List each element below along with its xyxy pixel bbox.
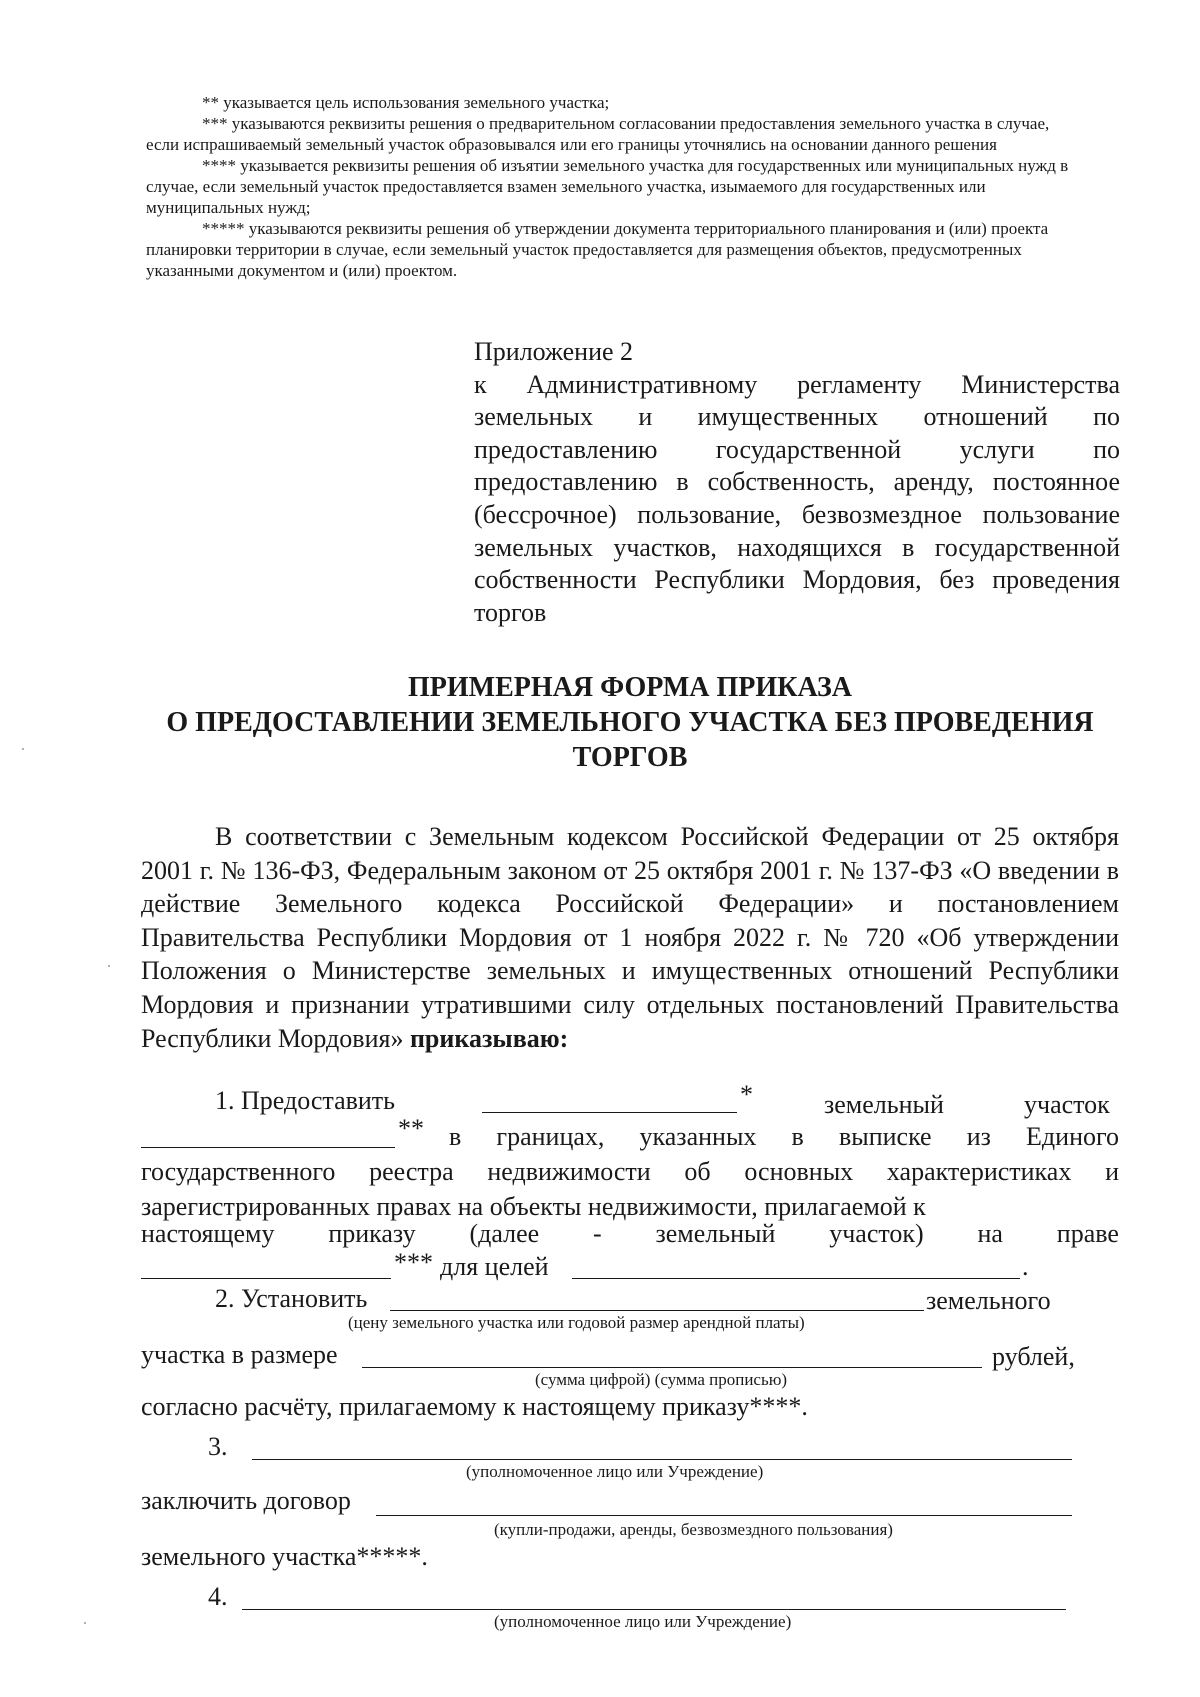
document-title: [140, 670, 1120, 775]
item1-mark-2: **: [398, 1114, 424, 1143]
appendix-title: Приложение 2: [474, 337, 634, 366]
item1-r5-w4: -: [593, 1219, 602, 1248]
footnotes: [146, 92, 1086, 281]
footnote-3: *** указываются реквизиты решения о предварительном согласовании предоставления земельного участка в случае, если испрашиваемый земельный участок образовывался или его границы уточнялись на основании данного решения: [146, 114, 1050, 154]
item4-blank: [242, 1609, 1066, 1610]
item3-contract: заключить договор: [141, 1486, 351, 1515]
footnote-4: **** указывается реквизиты решения об изъятии земельного участка для государственных или муниципальных нужд в случае, если земельный участок предоставляется взамен земельного участка, изымаемого для государственных или муниципальных нужд;: [146, 156, 1069, 217]
item1-word-plot: участок: [1024, 1090, 1110, 1119]
footnote-2: ** указывается цель использования земельного участка;: [202, 93, 610, 112]
order-colon: :: [559, 1023, 569, 1053]
item1-for-purposes: для целей: [440, 1252, 549, 1281]
item2-amount-tail: рублей,: [992, 1342, 1075, 1371]
item1-r5-w7: на: [977, 1219, 1003, 1248]
title-line-3: ТОРГОВ: [572, 742, 688, 773]
item2-according: согласно расчёту, прилагаемому к настоящему приказу****.: [141, 1392, 808, 1421]
item3-caption-1: (уполномоченное лицо или Учреждение): [466, 1462, 764, 1481]
item4-num: 4.: [208, 1582, 228, 1611]
item1-r5-w8: праве: [1056, 1219, 1119, 1248]
footnote-5: ***** указываются реквизиты решения об утверждении документа территориального планирования и (или) проекта планировки территории в случае, если земельный участок предоставляется для размещения объектов, предусмотренных указанными документом и (или) проектом.: [146, 219, 1049, 280]
item1-r5-w2: приказу: [328, 1219, 416, 1248]
item3-blank-1: [252, 1459, 1072, 1460]
item2-caption-2: (сумма цифрой) (сумма прописью): [535, 1370, 788, 1389]
item1-blank-3: [141, 1278, 391, 1279]
item1-word-land: земельный: [824, 1090, 944, 1119]
scan-speck: [84, 1622, 86, 1624]
item1-rest: в границах, указанных в выписке из Единого государственного реестра недвижимости об основных характеристиках и зарегистрированных правах на объекты недвижимости, прилагаемой к: [141, 1122, 1119, 1221]
title-line-1: ПРИМЕРНАЯ ФОРМА ПРИКАЗА: [408, 672, 852, 703]
preamble-paragraph: [141, 820, 1119, 1055]
item1-r5-w3: (далее: [469, 1219, 540, 1248]
item1-blank-4: [572, 1278, 1020, 1279]
appendix-text: к Административному регламенту Министерства земельных и имущественных отношений по предоставлению государственной услуги по предоставлению в собственность, аренду, постоянное (бессрочное) пользование, безвозмездное пользование земельных участков, находящихся в государственной собственности Республики Мордовия, без проведения торгов: [474, 369, 1120, 627]
item1-dot: .: [1022, 1252, 1029, 1281]
item3-caption-2: (купли-продажи, аренды, безвозмездного пользования): [494, 1520, 893, 1539]
scan-speck: [108, 965, 110, 967]
item1-row-5: [141, 1219, 1119, 1249]
item4-caption: (уполномоченное лицо или Учреждение): [494, 1612, 792, 1631]
item2-tail: земельного: [926, 1286, 1051, 1315]
item2-amount-lead: участка в размере: [141, 1340, 338, 1369]
item3-blank-2: [376, 1515, 1072, 1516]
item1-r5-w1: настоящему: [141, 1219, 275, 1248]
item3-num: 3.: [208, 1432, 228, 1461]
item1-lead: 1. Предоставить: [215, 1086, 396, 1115]
item2-blank-1: [390, 1310, 924, 1311]
item3-tail: земельного участка*****.: [141, 1542, 428, 1571]
item2-caption-1: (цену земельного участка или годовой размер арендной платы): [348, 1313, 805, 1332]
title-line-2: О ПРЕДОСТАВЛЕНИИ ЗЕМЕЛЬНОГО УЧАСТКА БЕЗ ПРОВЕДЕНИЯ: [166, 707, 1094, 738]
item2-blank-2: [362, 1367, 982, 1368]
item1-blank-1: [482, 1112, 737, 1113]
item1-r5-w5: земельный: [655, 1219, 776, 1248]
preamble-text: В соответствии с Земельным кодексом Российской Федерации от 25 октября 2001 г. № 136-ФЗ, Федеральным законом от 25 октября 2001 г. № 137-ФЗ «О введении в действие Земельного кодекса Российской Федерации» и постановлением Правительства Республики Мордовия от 1 ноября 2022 г. № 720 «Об утверждении Положения о Министерстве земельных и имущественных отношений Республики Мордовия и признании утратившими силу отдельных постановлений Правительства Республики Мордовия»: [141, 822, 1119, 1053]
item1-mark-3: ***: [394, 1248, 433, 1277]
order-word: приказываю: [409, 1023, 560, 1053]
item1-r5-w6: участок): [829, 1219, 924, 1248]
item1-mark-1: *: [740, 1080, 753, 1109]
scan-speck: [22, 748, 24, 750]
appendix-header: [474, 336, 1120, 629]
item2-lead: 2. Установить: [215, 1284, 368, 1313]
